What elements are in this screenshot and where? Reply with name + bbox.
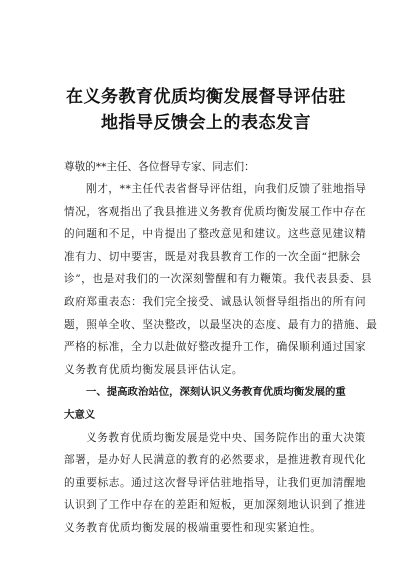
body-paragraph-1 (64, 178, 378, 381)
paragraph-line: 诊”，也是对我们的一次深刻警醒和有力鞭策。我代表县委、县 (64, 273, 373, 286)
paragraph-line: 题，照单全收、坚决整改，以最坚决的态度、最有力的措施、最 (64, 318, 378, 331)
heading-line-1: 一、提高政治站位，深刻认识义务教育优质均衡发展的重 (86, 386, 346, 399)
title-line-2: 地指导反馈会上的表态发言 (101, 113, 311, 133)
title-line-1: 在义务教育优质均衡发展督导评估驻 (66, 87, 346, 107)
salutation: 尊敬的**主任、各位督导专家、同志们： (64, 161, 255, 173)
section-heading-1 (64, 381, 348, 426)
paragraph-line: 认识到了工作中存在的差距和短板，更加深刻地认识到了推进 (64, 499, 367, 512)
paragraph-line: 准有力、切中要害，既是对我县教育工作的一次全面“把脉会 (64, 250, 362, 263)
paragraph-line: 义务教育优质均衡发展的极端重要性和现实紧迫性。 (64, 521, 322, 534)
document-title (64, 0, 348, 136)
paragraph-line: 刚才，**主任代表省督导评估组，向我们反馈了驻地指导 (86, 183, 367, 195)
paragraph-line: 严格的标准，全力以赴做好整改提升工作，确保顺利通过国家 (64, 341, 367, 354)
paragraph-line: 政府郑重表态：我们完全接受、诚恳认领督导组指出的所有问 (64, 295, 367, 308)
paragraph-line: 义务教育优质均衡发展是党中央、国务院作出的重大决策 (86, 431, 366, 444)
body-paragraph-2 (64, 427, 367, 540)
heading-line-2: 大意义 (64, 408, 96, 421)
paragraph-line: 部署，是办好人民满意的教育的必然要求，是推进教育现代化 (64, 454, 367, 467)
paragraph-line: 的问题和不足，中肯提出了整改意见和建议。这些意见建议精 (64, 228, 367, 241)
paragraph-line: 义务教育优质均衡发展县评估认定。 (64, 363, 244, 376)
paragraph-line: 情况，客观指出了我县推进义务教育优质均衡发展工作中存在 (64, 205, 367, 218)
paragraph-line: 的重要标志。通过这次督导评估驻地指导，让我们更加清醒地 (64, 476, 367, 489)
